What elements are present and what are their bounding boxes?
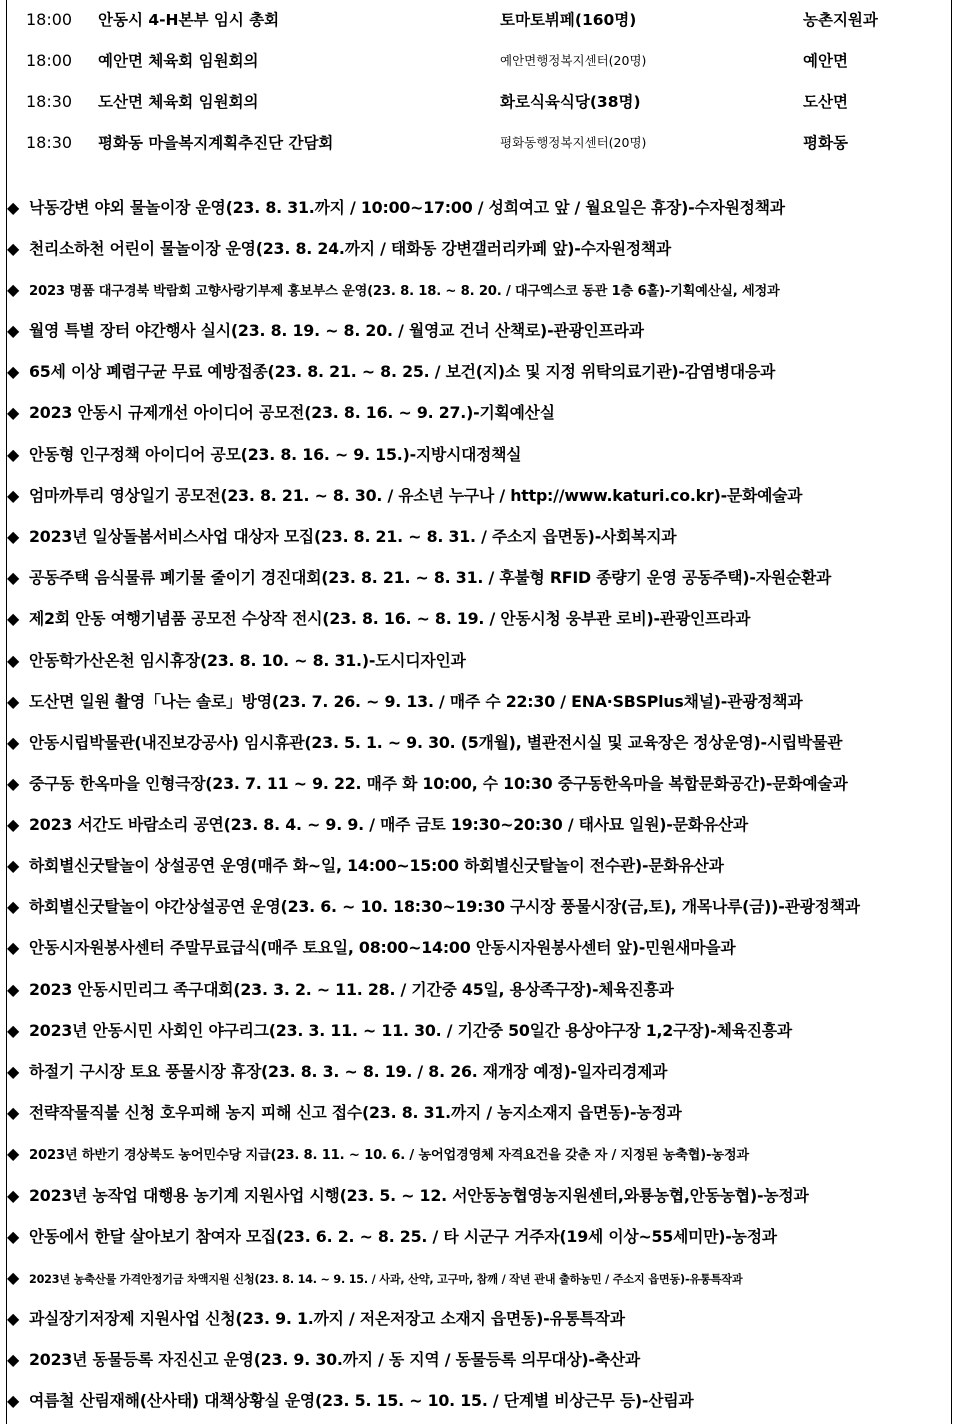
event-dept: 농촌지원과	[803, 11, 878, 29]
notice-text: 안동형 인구정책 아이디어 공모(23. 8. 16. ~ 9. 15.)-지방시대정책실	[29, 445, 522, 464]
event-place: 평화동행정복지센터(20명)	[500, 135, 647, 150]
notice-item	[7, 648, 957, 674]
diamond-bullet-icon: ◆	[7, 609, 20, 628]
notice-text: 2023년 동물등록 자진신고 운영(23. 9. 30.까지 / 동 지역 / 동물등록 의무대상)-축산과	[29, 1350, 640, 1369]
event-place: 예안면행정복지센터(20명)	[500, 53, 647, 68]
event-time: 18:00	[26, 10, 73, 29]
notice-text: 2023년 일상돌봄서비스사업 대상자 모집(23. 8. 21. ~ 8. 31. / 주소지 읍면동)-사회복지과	[29, 527, 677, 546]
event-place: 토마토뷔페(160명)	[500, 11, 637, 29]
diamond-bullet-icon: ◆	[7, 1268, 20, 1287]
diamond-bullet-icon: ◆	[7, 486, 20, 505]
notice-text: 하절기 구시장 토요 풍물시장 휴장(23. 8. 3. ~ 8. 19. / 8. 26. 재개장 예정)-일자리경제과	[29, 1062, 668, 1081]
diamond-bullet-icon: ◆	[7, 1350, 20, 1369]
notice-item	[7, 853, 957, 879]
diamond-bullet-icon: ◆	[7, 651, 20, 670]
diamond-bullet-icon: ◆	[7, 280, 20, 299]
diamond-bullet-icon: ◆	[7, 1186, 20, 1205]
notice-text: 2023 안동시 규제개선 아이디어 공모전(23. 8. 16. ~ 9. 27.)-기획예산실	[29, 403, 555, 422]
notice-item	[7, 1059, 957, 1085]
notice-text: 2023년 하반기 경상북도 농어민수당 지급(23. 8. 11. ~ 10. 6. / 농어업경영체 자격요건을 갖춘 자 / 지정된 농축협)-농정과	[29, 1148, 749, 1163]
notice-item	[7, 812, 957, 838]
notice-text: 안동시립박물관(내진보강공사) 임시휴관(23. 5. 1. ~ 9. 30. (5개월), 별관전시실 및 교육장은 정상운영)-시립박물관	[29, 733, 843, 752]
notice-item	[7, 1141, 957, 1167]
diamond-bullet-icon: ◆	[7, 527, 20, 546]
notice-text: 도산면 일원 촬영「나는 솔로」방영(23. 7. 26. ~ 9. 13. / 매주 수 22:30 / ENA·SBSPlus채널)-관광정책과	[29, 692, 803, 711]
notice-text: 2023 안동시민리그 족구대회(23. 3. 2. ~ 11. 28. / 기간중 45일, 용상족구장)-체육진흥과	[29, 980, 674, 999]
notice-item	[7, 730, 957, 756]
diamond-bullet-icon: ◆	[7, 815, 20, 834]
diamond-bullet-icon: ◆	[7, 856, 20, 875]
notice-text: 공동주택 음식물류 폐기물 줄이기 경진대회(23. 8. 21. ~ 8. 31. / 후불형 RFID 종량기 운영 공동주택)-자원순환과	[29, 568, 832, 587]
event-title: 안동시 4-H본부 임시 총회	[98, 11, 280, 29]
diamond-bullet-icon: ◆	[7, 1103, 20, 1122]
schedule-row	[0, 131, 960, 155]
diamond-bullet-icon: ◆	[7, 938, 20, 957]
notice-text: 하회별신굿탈놀이 상설공연 운영(매주 화~일, 14:00~15:00 하회별신굿탈놀이 전수관)-문화유산과	[29, 856, 724, 875]
notice-text: 천리소하천 어린이 물놀이장 운영(23. 8. 24.까지 / 태화동 강변갤러리카페 앞)-수자원정책과	[29, 239, 671, 258]
notice-item	[7, 1347, 957, 1373]
notice-item	[7, 565, 957, 591]
notice-text: 65세 이상 폐렴구균 무료 예방접종(23. 8. 21. ~ 8. 25. / 보건(지)소 및 지정 위탁의료기관)-감염병대응과	[29, 362, 776, 381]
notice-item	[7, 442, 957, 468]
diamond-bullet-icon: ◆	[7, 1144, 20, 1163]
event-time: 18:30	[26, 92, 73, 111]
notice-item	[7, 400, 957, 426]
diamond-bullet-icon: ◆	[7, 897, 20, 916]
diamond-bullet-icon: ◆	[7, 1309, 20, 1328]
notice-item	[7, 977, 957, 1003]
notice-item	[7, 359, 957, 385]
diamond-bullet-icon: ◆	[7, 980, 20, 999]
event-dept: 도산면	[803, 93, 848, 111]
diamond-bullet-icon: ◆	[7, 198, 20, 217]
event-title: 예안면 체육회 임원회의	[98, 52, 259, 70]
diamond-bullet-icon: ◆	[7, 733, 20, 752]
notice-text: 하회별신굿탈놀이 야간상설공연 운영(23. 6. ~ 10. 18:30~19:30 구시장 풍물시장(금,토), 개목나루(금))-관광정책과	[29, 897, 860, 916]
notice-text: 안동시자원봉사센터 주말무료급식(매주 토요일, 08:00~14:00 안동시자원봉사센터 앞)-민원새마을과	[29, 938, 736, 957]
notice-text: 엄마까투리 영상일기 공모전(23. 8. 21. ~ 8. 30. / 유소년 누구나 / http://www.katuri.co.kr)-문화예술과	[29, 486, 803, 505]
notice-text: 전략작물직불 신청 호우피해 농지 피해 신고 접수(23. 8. 31.까지 / 농지소재지 읍면동)-농정과	[29, 1103, 682, 1122]
notice-item	[7, 1018, 957, 1044]
diamond-bullet-icon: ◆	[7, 1391, 20, 1410]
notice-item	[7, 277, 957, 303]
schedule-row	[0, 90, 960, 114]
notice-text: 월영 특별 장터 야간행사 실시(23. 8. 19. ~ 8. 20. / 월영교 건너 산책로)-관광인프라과	[29, 321, 644, 340]
notice-text: 2023 서간도 바람소리 공연(23. 8. 4. ~ 9. 9. / 매주 금토 19:30~20:30 / 태사묘 일원)-문화유산과	[29, 815, 748, 834]
notice-item	[7, 318, 957, 344]
notice-item	[7, 1224, 957, 1250]
event-time: 18:00	[26, 51, 73, 70]
notice-item	[7, 236, 957, 262]
notice-text: 2023 명품 대구경북 박람회 고향사랑기부제 홍보부스 운영(23. 8. 18. ~ 8. 20. / 대구엑스코 동관 1층 6홀)-기획예산실, 세정과	[29, 284, 780, 299]
diamond-bullet-icon: ◆	[7, 774, 20, 793]
notice-item	[7, 1265, 957, 1291]
notice-item	[7, 1306, 957, 1332]
notice-text: 낙동강변 야외 물놀이장 운영(23. 8. 31.까지 / 10:00~17:00 / 성희여고 앞 / 월요일은 휴장)-수자원정책과	[29, 198, 785, 217]
notice-item	[7, 1183, 957, 1209]
diamond-bullet-icon: ◆	[7, 239, 20, 258]
diamond-bullet-icon: ◆	[7, 362, 20, 381]
notice-item	[7, 195, 957, 221]
diamond-bullet-icon: ◆	[7, 692, 20, 711]
notice-text: 안동학가산온천 임시휴장(23. 8. 10. ~ 8. 31.)-도시디자인과	[29, 651, 466, 670]
notice-text: 과실장기저장제 지원사업 신청(23. 9. 1.까지 / 저온저장고 소재지 읍면동)-유통특작과	[29, 1309, 625, 1328]
event-title: 평화동 마을복지계획추진단 간담회	[98, 134, 334, 152]
event-place: 화로식육식당(38명)	[500, 93, 641, 111]
notice-text: 제2회 안동 여행기념품 공모전 수상작 전시(23. 8. 16. ~ 8. 19. / 안동시청 웅부관 로비)-관광인프라과	[29, 609, 751, 628]
notice-item	[7, 894, 957, 920]
notice-item	[7, 689, 957, 715]
event-title: 도산면 체육회 임원회의	[98, 93, 259, 111]
schedule-row	[0, 49, 960, 73]
notice-item	[7, 606, 957, 632]
diamond-bullet-icon: ◆	[7, 1021, 20, 1040]
notice-text: 안동에서 한달 살아보기 참여자 모집(23. 6. 2. ~ 8. 25. / 타 시군구 거주자(19세 이상~55세미만)-농정과	[29, 1227, 777, 1246]
diamond-bullet-icon: ◆	[7, 445, 20, 464]
notice-text: 2023년 안동시민 사회인 야구리그(23. 3. 11. ~ 11. 30. / 기간중 50일간 용상야구장 1,2구장)-체육진흥과	[29, 1021, 792, 1040]
diamond-bullet-icon: ◆	[7, 321, 20, 340]
notice-item	[7, 935, 957, 961]
diamond-bullet-icon: ◆	[7, 403, 20, 422]
event-dept: 평화동	[803, 134, 848, 152]
notice-item	[7, 1388, 957, 1414]
diamond-bullet-icon: ◆	[7, 568, 20, 587]
notice-item	[7, 524, 957, 550]
diamond-bullet-icon: ◆	[7, 1227, 20, 1246]
notice-text: 2023년 농작업 대행용 농기계 지원사업 시행(23. 5. ~ 12. 서안동농협영농지원센터,와룡농협,안동농협)-농정과	[29, 1186, 809, 1205]
event-dept: 예안면	[803, 52, 848, 70]
notice-item	[7, 771, 957, 797]
notice-text: 중구동 한옥마을 인형극장(23. 7. 11 ~ 9. 22. 매주 화 10:00, 수 10:30 중구동한옥마을 복합문화공간)-문화예술과	[29, 774, 848, 793]
notice-text: 2023년 농축산물 가격안정기금 차액지원 신청(23. 8. 14. ~ 9. 15. / 사과, 산약, 고구마, 참깨 / 작년 관내 출하농민 / 주소지 읍면동)-유통특작과	[29, 1273, 743, 1286]
schedule-row	[0, 8, 960, 32]
notice-text: 여름철 산림재해(산사태) 대책상황실 운영(23. 5. 15. ~ 10. 15. / 단계별 비상근무 등)-산림과	[29, 1391, 694, 1410]
notice-item	[7, 483, 957, 509]
diamond-bullet-icon: ◆	[7, 1062, 20, 1081]
notice-item	[7, 1100, 957, 1126]
event-time: 18:30	[26, 133, 73, 152]
